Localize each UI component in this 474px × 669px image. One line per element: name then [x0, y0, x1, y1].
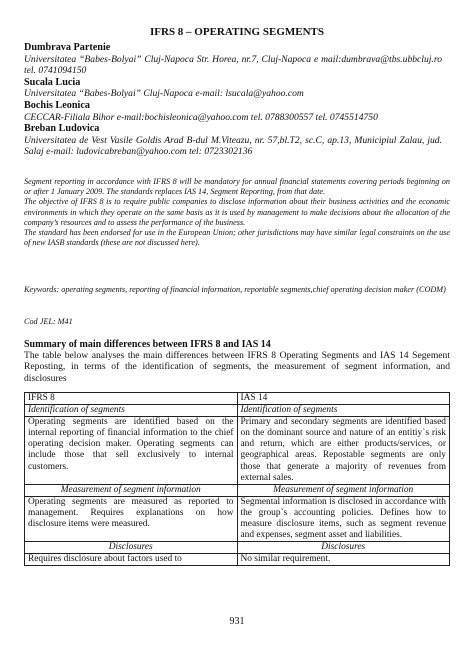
author-name: Dumbrava Partenie: [24, 42, 111, 53]
table-section-row: [25, 542, 450, 554]
section-title-cell: Identification of segments: [25, 405, 238, 417]
section-heading: Summary of main differences between IFRS 8 and IAS 14: [24, 339, 271, 350]
table-cell: No similar requirement.: [237, 554, 450, 566]
comparison-table: [24, 392, 450, 566]
table-row: [25, 496, 450, 541]
abstract: [24, 177, 450, 248]
table-cell: Primary and secondary segments are identified based on the dominant source and nature of an entitiy`s risk and return, which are either products/services, or geographical areas. Repostable segments are only those that generate a majority of revenues from external sales.: [237, 417, 450, 485]
section-title-cell: Identification of segments: [237, 405, 450, 417]
section-paragraph: The table below analyses the main differences between IFRS 8 Operating Segments and IAS 14 Segement Reposting, in terms of the identification of segments, the measurement of segment information, and disclosures: [24, 350, 450, 384]
paper-title: IFRS 8 – OPERATING SEGMENTS: [150, 26, 324, 38]
keywords: Keywords: operating segments, reporting of financial information, reportable segments,chief operating decision maker (CODM): [24, 285, 446, 294]
author-affiliation: CECCAR-Filiala Bihor e-mail:bochisleonica@yahoo.com tel. 0788300557 tel. 0745514750: [24, 111, 378, 123]
author-block: [24, 42, 442, 158]
table-row: [25, 417, 450, 485]
section-title-cell: Disclosures: [25, 542, 238, 554]
table-cell: Requires disclosure about factors used to: [25, 554, 238, 566]
table-row: [25, 554, 450, 566]
jel-code: Cod JEL: M41: [24, 317, 73, 326]
table-header-row: [25, 393, 450, 405]
table-header-cell: IAS 14: [237, 393, 450, 405]
author-affiliation: Universitatea de Vest Vasile Goldis Arad B-dul M.Viteazu, nr. 57,bl.T2, sc.C, ap.13, Municipiul Zalau, jud. Salaj e-mail: ludovicabreban@yahoo.com tel: 0723302136: [24, 134, 442, 158]
section-title-cell: Disclosures: [237, 542, 450, 554]
author-affiliation: Universitatea “Babes-Bolyai” Cluj-Napoca e-mail: lsucala@yahoo.com: [24, 88, 304, 100]
author-name: Bochis Leonica: [24, 99, 90, 111]
table-cell: Operating segments are identified based on the internal reporting of financial information to the chief operating decision maker. Operating segments can include those that sell exclusively to internal customers.: [25, 417, 238, 485]
section-title-cell: Measurement of segment information: [237, 484, 450, 496]
table-section-row: [25, 405, 450, 417]
section-title-cell: Measurement of segment information: [25, 484, 238, 496]
author-name: Breban Ludovica: [24, 123, 100, 135]
page-number: 931: [229, 616, 245, 627]
table-header-cell: IFRS 8: [25, 393, 238, 405]
abstract-paragraph: The standard has been endorsed for use in the European Union; other jurisdictions may have similar legal constraints on the use of new IASB standards (these are not discussed here).: [24, 228, 450, 248]
table-cell: Segmental information is disclosed in accordance with the group`s accounting policies. Defines how to measure disclosure items, such as segment revenue and expenses, segment asset and liabilities.: [237, 496, 450, 541]
author-name: Sucala Lucia: [24, 76, 81, 88]
table-section-row: [25, 484, 450, 496]
author-affiliation: Universitatea “Babes-Bolyai” Cluj-Napoca Str. Horea, nr.7, Cluj-Napoca e mail:dumbrava@tbs.ubbcluj.ro tel. 0741094150: [24, 53, 442, 77]
abstract-paragraph: The objective of IFRS 8 is to require public companies to disclose information about their business activities and the economic environments in which they operate on the same basis as it is used by management to make decisions about the allocation of the company’s resources and to assess the performance of the business.: [24, 197, 450, 227]
table-cell: Operating segments are measured as reported to management. Requires explanations on how disclosure items were measured.: [25, 496, 238, 541]
abstract-paragraph: Segment reporting in accordance with IFRS 8 will be mandatory for annual financial statements covering periods beginning on or after 1 January 2009. The standards replaces IAS 14, Segment Reporting, from that date.: [24, 177, 450, 197]
